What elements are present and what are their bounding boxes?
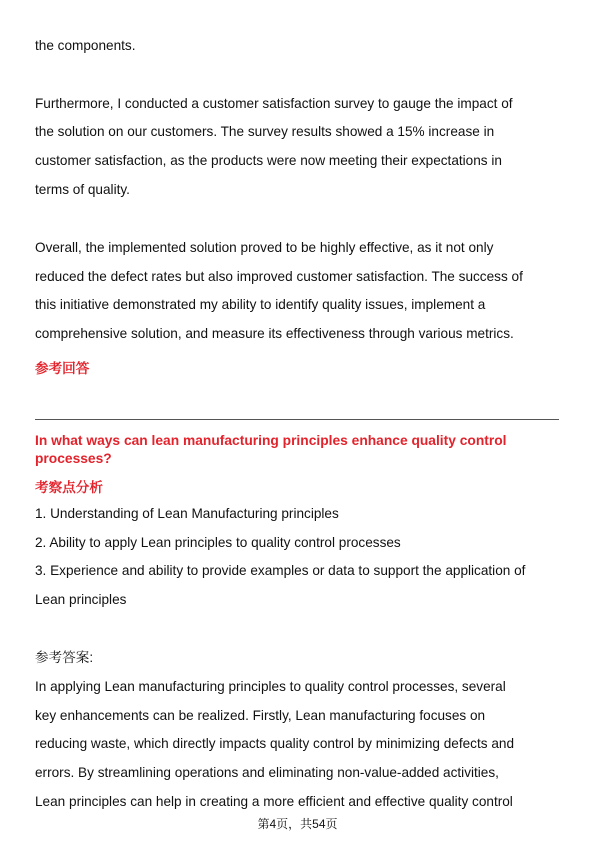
- analysis-point: 1. Understanding of Lean Manufacturing principles: [35, 506, 339, 521]
- body-text-line: the components.: [35, 38, 136, 53]
- section-divider: [35, 419, 559, 420]
- answer-label: 参考答案:: [35, 650, 94, 665]
- answer-text-line: In applying Lean manufacturing principles to quality control processes, several: [35, 679, 506, 694]
- answer-text-line: reducing waste, which directly impacts quality control by minimizing defects and: [35, 736, 515, 751]
- analysis-point: 3. Experience and ability to provide examples or data to support the application of: [35, 563, 526, 578]
- body-text-line: comprehensive solution, and measure its effectiveness through various metrics.: [35, 326, 514, 341]
- body-text-line: the solution on our customers. The survey results showed a 15% increase in: [35, 124, 495, 139]
- answer-text-line: Lean principles can help in creating a more efficient and effective quality control: [35, 794, 513, 809]
- analysis-point: 2. Ability to apply Lean principles to quality control processes: [35, 535, 401, 550]
- question-heading-line: In what ways can lean manufacturing principles enhance quality control: [35, 433, 507, 448]
- reference-answer-heading: 参考回答: [35, 361, 90, 376]
- body-text-line: customer satisfaction, as the products were now meeting their expectations in: [35, 153, 502, 168]
- page-number-footer: 第4页，共54页: [257, 817, 338, 831]
- body-text-line: terms of quality.: [35, 182, 130, 197]
- body-text-line: Overall, the implemented solution proved to be highly effective, as it not only: [35, 240, 494, 255]
- answer-text-line: key enhancements can be realized. Firstly, Lean manufacturing focuses on: [35, 708, 486, 723]
- analysis-heading: 考察点分析: [35, 480, 103, 495]
- body-text-line: this initiative demonstrated my ability to identify quality issues, implement a: [35, 297, 486, 312]
- analysis-point: Lean principles: [35, 592, 127, 607]
- body-text-line: Furthermore, I conducted a customer satisfaction survey to gauge the impact of: [35, 96, 513, 111]
- answer-text-line: errors. By streamlining operations and eliminating non-value-added activities,: [35, 765, 499, 780]
- body-text-line: reduced the defect rates but also improved customer satisfaction. The success of: [35, 269, 523, 284]
- question-heading-line: processes?: [35, 451, 112, 466]
